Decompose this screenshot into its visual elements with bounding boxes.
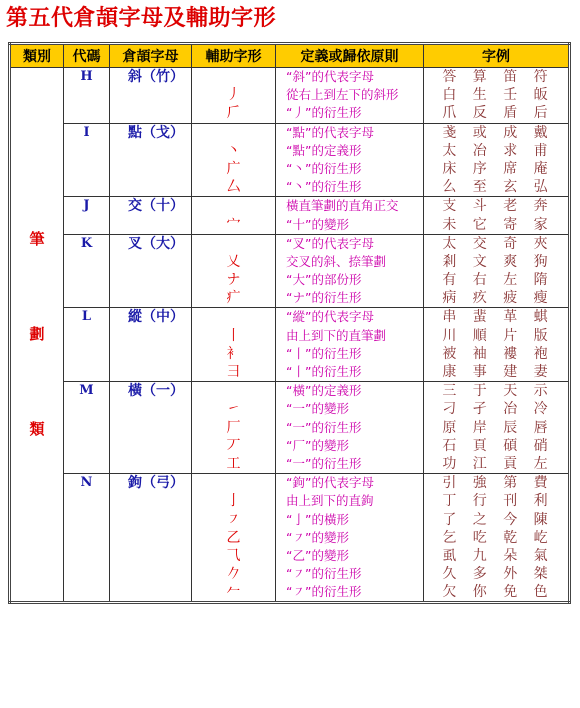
examples-cell-line: 功 江 貢 左	[442, 455, 554, 472]
definition-cell-line: “丨”的衍生形	[286, 345, 362, 361]
examples-cell-line: 丁 行 刊 利	[442, 493, 554, 510]
aux-cell-line: 乙	[226, 529, 241, 546]
definition-cell-line: “橫”的定義形	[286, 383, 362, 399]
examples-cell-line: 乞 吃 乾 屹	[442, 529, 554, 546]
definition-cell-line: “一”的衍生形	[286, 419, 362, 435]
examples-cell-line: 虱 九 朵 氣	[442, 547, 554, 564]
code-cell	[64, 68, 110, 124]
examples-cell-line: 刁 孑 冶 冷	[442, 401, 554, 418]
code-cell-text: N	[80, 475, 93, 491]
code-cell-text: L	[81, 309, 92, 325]
examples-cell	[424, 123, 570, 197]
examples-cell-line: 答 算 笛 符	[442, 69, 554, 85]
examples-cell	[424, 234, 570, 308]
aux-cell-line	[192, 474, 275, 492]
definition-cell-line: “ナ”的衍生形	[286, 290, 362, 306]
table-row	[10, 68, 570, 124]
examples-cell-line: 欠 你 免 色	[442, 584, 554, 601]
code-cell	[64, 382, 110, 474]
definition-cell	[276, 68, 424, 124]
aux-cell	[192, 382, 276, 474]
definition-cell	[276, 382, 424, 474]
examples-cell-line: 爪 反 盾 后	[442, 105, 554, 122]
aux-cell-line: ⺄	[226, 547, 241, 564]
aux-cell-line: 工	[226, 455, 241, 472]
examples-cell-line: 剎 文 爽 狗	[442, 253, 554, 270]
aux-cell-line: 厂	[226, 419, 241, 436]
examples-cell-line: 未 它 寄 家	[442, 216, 554, 233]
table-row	[10, 308, 570, 382]
radical-cell	[110, 474, 192, 603]
aux-cell-line	[192, 308, 275, 326]
examples-cell-line: 支 斗 老 奔	[442, 198, 554, 215]
code-cell-text: M	[79, 383, 94, 399]
definition-cell-line: “乙”的變形	[286, 547, 349, 563]
radical-cell-text: 橫（一）	[128, 383, 184, 400]
aux-cell-line: 丿	[226, 87, 241, 104]
aux-cell-line	[192, 68, 275, 86]
aux-cell-line: 𠂉	[226, 584, 241, 601]
examples-cell-line: 康 事 建 妻	[442, 364, 554, 380]
aux-cell-line: ⺕	[226, 364, 241, 380]
examples-cell-line: 原 岸 辰 唇	[442, 419, 554, 436]
header-row	[10, 44, 570, 68]
radical-cell	[110, 234, 192, 308]
definition-cell-line: “丨”的衍生形	[286, 364, 362, 379]
table-row	[10, 474, 570, 603]
aux-cell	[192, 123, 276, 197]
definition-cell-line: “點”的代表字母	[286, 124, 374, 140]
examples-cell	[424, 197, 570, 234]
code-cell	[64, 234, 110, 308]
radical-cell	[110, 197, 192, 234]
code-cell-text: K	[80, 235, 93, 251]
header-definition: 定義或歸依原則	[276, 44, 424, 68]
examples-cell	[424, 474, 570, 603]
category-cell	[10, 68, 64, 603]
header-radical: 倉頡字母	[110, 44, 192, 68]
radical-cell-text: 點（戈）	[128, 124, 184, 141]
definition-cell-line: “丶”的衍生形	[286, 160, 362, 176]
definition-cell-line: “斜”的代表字母	[286, 69, 374, 84]
radical-cell-text: 叉（大）	[128, 235, 184, 252]
code-cell	[64, 123, 110, 197]
definition-cell-line: “一”的衍生形	[286, 455, 362, 471]
examples-cell-line: 串 蜚 革 蜞	[442, 309, 554, 326]
examples-cell-line: 太 冶 求 甫	[442, 142, 554, 159]
definition-cell	[276, 234, 424, 308]
aux-cell-line: 丆	[226, 437, 241, 454]
examples-cell	[424, 382, 570, 474]
aux-cell-line: ナ	[226, 272, 241, 289]
aux-cell	[192, 68, 276, 124]
table-row	[10, 197, 570, 234]
definition-cell-line: “㇇”的衍生形	[286, 566, 362, 582]
definition-cell	[276, 123, 424, 197]
radical-cell	[110, 68, 192, 124]
definition-cell-line: “點”的定義形	[286, 142, 362, 158]
radical-cell-text: 斜（竹）	[128, 69, 184, 85]
definition-cell-line: 從右上到左下的斜形	[286, 87, 399, 103]
aux-cell-line: 丨	[226, 327, 241, 344]
examples-cell-line: 引 強 第 費	[442, 475, 554, 492]
radical-cell	[110, 123, 192, 197]
definition-cell-line: 由上到下的直鉤	[286, 493, 374, 509]
aux-cell	[192, 308, 276, 382]
examples-cell-line: 石 頁 碩 硝	[442, 437, 554, 454]
code-cell-text: H	[80, 69, 93, 84]
header-code: 代碼	[64, 44, 110, 68]
category-char: 筆	[29, 230, 45, 249]
definition-cell-line: “縱”的代表字母	[286, 309, 374, 325]
category-char: 劃	[29, 325, 45, 344]
definition-cell-line: “丶”的衍生形	[286, 179, 362, 195]
aux-cell-line: 乂	[226, 253, 241, 270]
examples-cell-line: 被 袖 褸 袍	[442, 345, 554, 362]
code-cell	[64, 308, 110, 382]
examples-cell	[424, 308, 570, 382]
definition-cell-line: 交叉的斜、捺筆劃	[286, 253, 387, 269]
radical-cell-text: 鉤（弓）	[128, 475, 184, 492]
aux-cell-line: 𠂆	[226, 105, 241, 122]
aux-cell-line: 广	[226, 160, 241, 177]
examples-cell-line: 病 疚 疲 瘦	[442, 290, 554, 307]
examples-cell-line: 太 交 奇 夾	[442, 235, 554, 252]
examples-cell-line: 久 多 外 桀	[442, 566, 554, 583]
examples-cell	[424, 68, 570, 124]
header-category: 類別	[10, 44, 64, 68]
definition-cell-line: “十”的變形	[286, 216, 349, 232]
aux-cell-line: 衤	[226, 345, 241, 362]
code-cell-text: J	[83, 198, 90, 214]
definition-cell-line: 橫直筆劃的直角正交	[286, 198, 399, 214]
examples-cell-line: 三 于 天 示	[442, 383, 554, 400]
aux-cell	[192, 234, 276, 308]
definition-cell-line: “㇇”的衍生形	[286, 584, 362, 600]
aux-cell-line: ㇇	[226, 511, 241, 528]
definition-cell-line: “叉”的代表字母	[286, 235, 374, 251]
code-cell	[64, 197, 110, 234]
definition-cell-line: “一”的變形	[286, 401, 349, 417]
definition-cell-line: “亅”的橫形	[286, 511, 349, 527]
aux-cell-line: 疒	[226, 290, 241, 307]
aux-cell-line	[192, 235, 275, 253]
aux-cell-line: 厶	[226, 179, 241, 196]
aux-cell-line: 丶	[226, 142, 241, 159]
examples-cell-line: 么 至 玄 弘	[442, 179, 554, 196]
category-char: 類	[29, 420, 45, 439]
radical-cell-text: 縱（中）	[128, 309, 184, 326]
definition-cell-line: “厂”的變形	[286, 437, 349, 453]
header-aux: 輔助字形	[192, 44, 276, 68]
page-title: 第五代倉頡字母及輔助字形	[6, 6, 277, 31]
chart-body	[10, 68, 570, 603]
definition-cell	[276, 197, 424, 234]
radical-cell	[110, 382, 192, 474]
code-cell	[64, 474, 110, 603]
table-row	[10, 123, 570, 197]
definition-cell	[276, 474, 424, 603]
header-examples: 字例	[424, 44, 570, 68]
aux-cell-line	[192, 382, 275, 400]
definition-cell-line: “鉤”的代表字母	[286, 475, 374, 491]
code-cell-text: I	[83, 124, 90, 140]
examples-cell-line: 了 之 今 陳	[442, 511, 554, 528]
table-row	[10, 382, 570, 474]
aux-cell-line	[192, 197, 275, 215]
table-row	[10, 234, 570, 308]
radical-cell-text: 交（十）	[128, 198, 184, 215]
examples-cell-line: 戔 或 成 戴	[442, 124, 554, 141]
cangjie-chart-table	[8, 42, 571, 604]
definition-cell-line: 由上到下的直筆劃	[286, 327, 387, 343]
aux-cell-line	[192, 124, 275, 142]
aux-cell-line: 𠂊	[226, 566, 241, 583]
definition-cell-line: “丿”的衍生形	[286, 105, 362, 121]
examples-cell-line: 床 序 席 庵	[442, 160, 554, 177]
aux-cell-line: 宀	[226, 216, 241, 233]
examples-cell-line: 白 生 壬 皈	[442, 87, 554, 104]
examples-cell-line: 有 右 左 隋	[442, 272, 554, 289]
definition-cell-line: “大”的部份形	[286, 272, 362, 288]
examples-cell-line: 川 順 片 版	[442, 327, 554, 344]
aux-cell-line: 亅	[226, 493, 241, 510]
radical-cell	[110, 308, 192, 382]
definition-cell	[276, 308, 424, 382]
definition-cell-line: “㇇”的變形	[286, 529, 349, 545]
aux-cell	[192, 197, 276, 234]
aux-cell	[192, 474, 276, 603]
aux-cell-line: ㇀	[226, 401, 241, 418]
